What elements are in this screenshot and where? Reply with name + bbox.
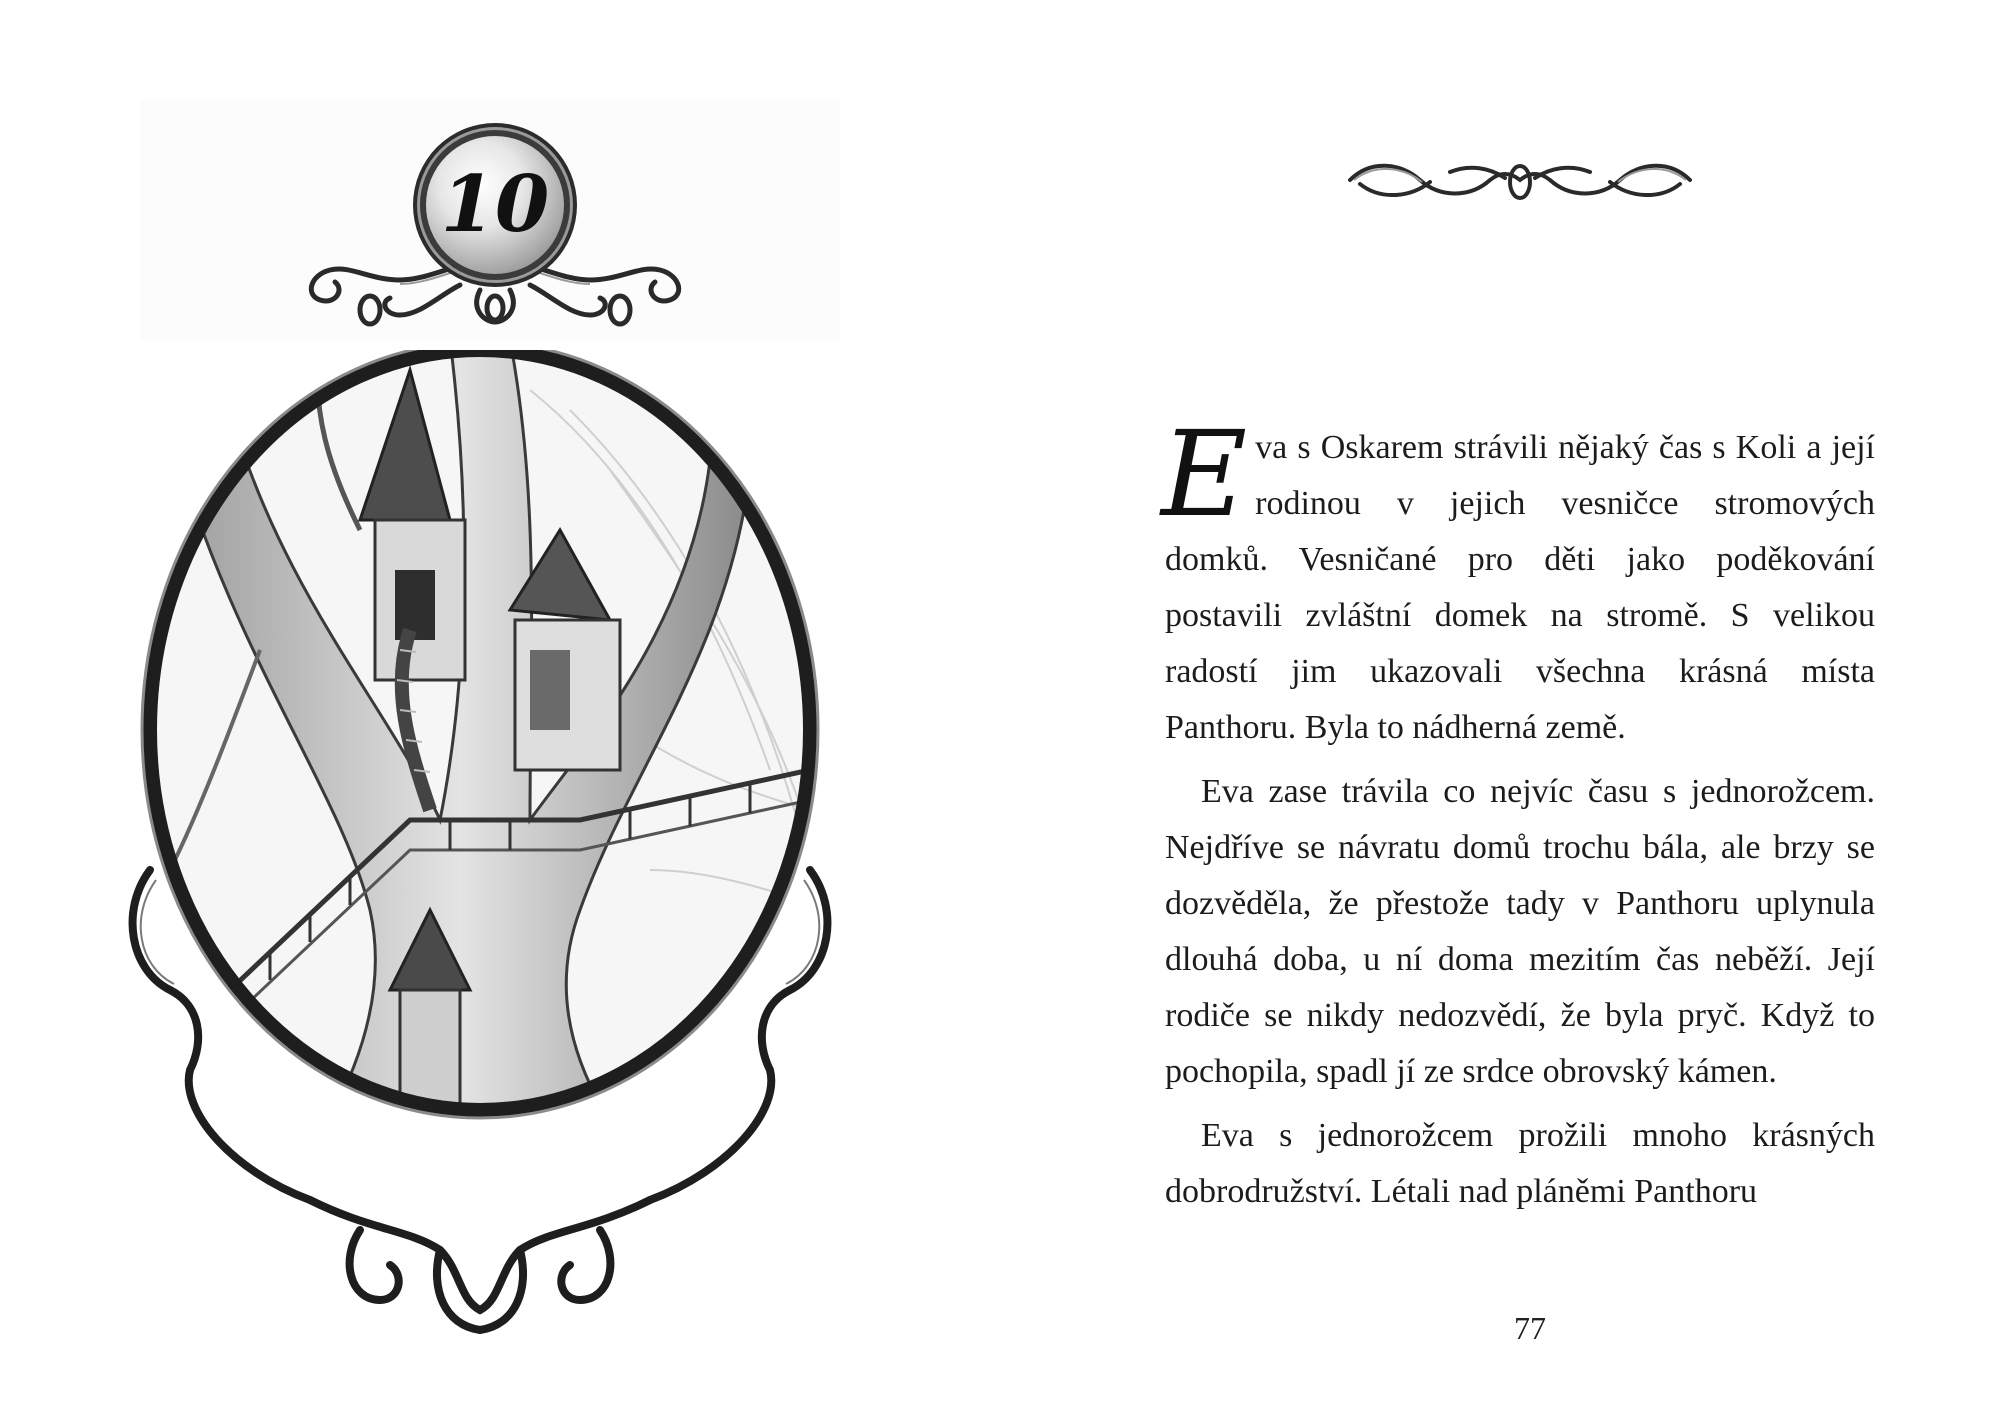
dropcap-letter: E [1161,405,1248,543]
chapter-text [1161,405,1875,1228]
paragraph-1 [1161,405,1875,756]
chapter-number: 10 [440,159,550,250]
paragraph-3: Eva s jednorožcem prožili mnoho krásných dobrodružství. Létali nad pláněmi Panthoru [1165,1117,1875,1210]
page-number: 77 [1514,1310,1546,1346]
tree-house-illustration-icon [110,350,870,1350]
chapter-medallion [420,130,570,280]
paragraph-1-text: va s Oskarem strávili nějaký čas s Koli a její rodinou v jejich vesničce stromových domků. Vesničané pro děti jako poděkování postavili zvláštní domek na stromě. S velikou radostí jim ukazovali všechna krásná místa Panthoru. Byla to nádherná země. [1165,429,1875,746]
chapter-header [140,100,840,340]
flourish-divider-icon [1340,150,1700,210]
right-page [1000,0,2000,1414]
paragraph-2: Eva zase trávila co nejvíc času s jednorožcem. Nejdříve se návratu domů trochu bála, ale brzy se dozvěděla, že přestože tady v Panthoru uplynula dlouhá doba, u ní doma mezitím čas neběží. Její rodiče se nikdy nedozvědí, že byla pryč. Když to pochopila, spadl jí ze srdce obrovský kámen. [1165,773,1875,1090]
